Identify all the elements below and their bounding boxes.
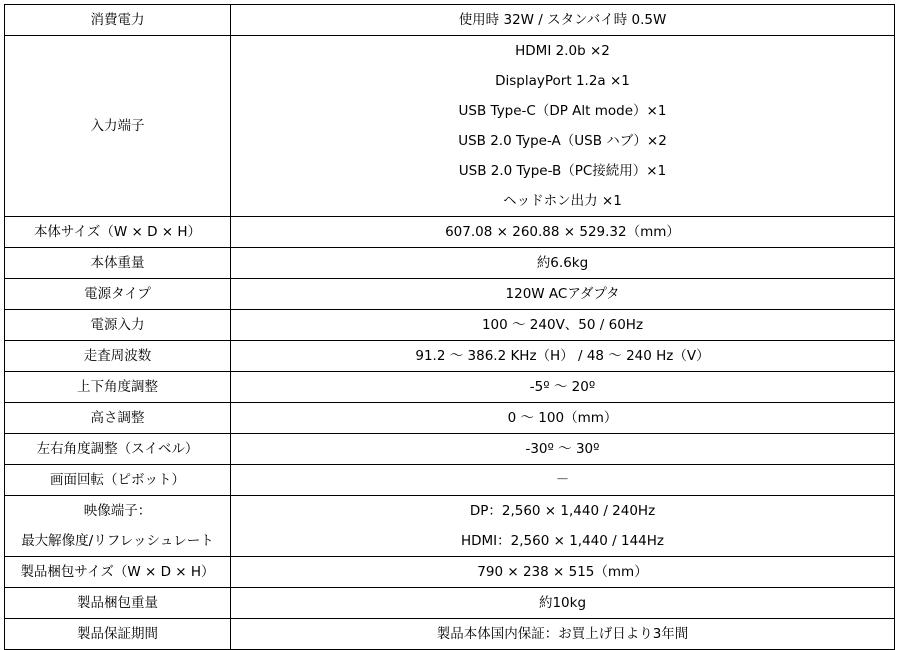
spec-value-cell (231, 465, 895, 496)
spec-value-cell (231, 588, 895, 619)
spec-value: ヘッドホン出力 ×1 (503, 193, 622, 209)
spec-label: 本体重量 (90, 255, 145, 271)
spec-value: 790 × 238 × 515（mm） (477, 564, 648, 580)
spec-value-cell (231, 341, 895, 372)
spec-row (5, 341, 895, 372)
spec-value-cell (231, 403, 895, 434)
spec-label-cell (5, 279, 231, 310)
spec-value: 607.08 × 260.88 × 529.32（mm） (445, 224, 680, 240)
spec-label-cell (5, 341, 231, 372)
spec-row (5, 5, 895, 36)
spec-row (5, 36, 895, 217)
spec-value: USB 2.0 Type-B（PC接続用）×1 (458, 163, 667, 179)
spec-value: 使用時 32W / スタンバイ時 0.5W (458, 12, 667, 28)
spec-value: 91.2 ～ 386.2 KHz（H） / 48 ～ 240 Hz（V） (415, 348, 710, 364)
spec-label-cell (5, 496, 231, 557)
spec-label: 入力端子 (90, 118, 145, 134)
spec-row (5, 465, 895, 496)
spec-value: 100 ～ 240V、50 / 60Hz (481, 317, 644, 333)
spec-value: -30º ～ 30º (525, 441, 600, 457)
spec-value: 製品本体国内保証：お買上げ日より3年間 (436, 626, 689, 642)
spec-label-cell (5, 248, 231, 279)
spec-value: -5º ～ 20º (529, 379, 596, 395)
spec-label-cell (5, 403, 231, 434)
spec-value: － (555, 472, 570, 488)
spec-row (5, 248, 895, 279)
spec-label: 製品保証期間 (77, 626, 158, 642)
spec-value-cell (231, 5, 895, 36)
spec-value-cell (231, 310, 895, 341)
spec-label-cell (5, 619, 231, 650)
spec-value: DisplayPort 1.2a ×1 (495, 73, 630, 89)
spec-label: 画面回転（ピボット） (50, 472, 185, 488)
spec-table (4, 4, 895, 650)
spec-row (5, 496, 895, 557)
spec-value-cell (231, 217, 895, 248)
spec-label: 本体サイズ（W × D × H） (33, 224, 202, 240)
spec-value-cell (231, 279, 895, 310)
spec-value: 0 ～ 100（mm） (507, 410, 618, 426)
spec-value-cell (231, 36, 895, 217)
spec-label-cell (5, 5, 231, 36)
spec-label: 製品梱包サイズ（W × D × H） (20, 564, 215, 580)
spec-label: 電源タイプ (84, 286, 151, 302)
spec-row (5, 310, 895, 341)
spec-label: 製品梱包重量 (77, 595, 158, 611)
spec-row (5, 588, 895, 619)
spec-label-cell (5, 557, 231, 588)
spec-row (5, 279, 895, 310)
spec-label: 上下角度調整 (77, 379, 158, 395)
spec-row (5, 372, 895, 403)
spec-value: DP：2,560 × 1,440 / 240Hz (469, 503, 656, 519)
spec-label-cell (5, 310, 231, 341)
spec-value-cell (231, 619, 895, 650)
spec-value: USB 2.0 Type-A（USB ハブ）×2 (458, 133, 667, 149)
spec-value: 約6.6kg (536, 255, 589, 271)
spec-value-cell (231, 557, 895, 588)
spec-label-cell (5, 36, 231, 217)
spec-row (5, 217, 895, 248)
spec-row (5, 557, 895, 588)
spec-label: 走査周波数 (83, 348, 152, 364)
spec-label: 映像端子： (83, 503, 152, 519)
spec-label: 電源入力 (90, 317, 145, 333)
spec-row (5, 619, 895, 650)
spec-value: HDMI：2,560 × 1,440 / 144Hz (460, 533, 664, 549)
spec-label-cell (5, 217, 231, 248)
spec-label: 消費電力 (90, 12, 145, 28)
spec-value-cell (231, 496, 895, 557)
spec-value: 約10kg (538, 595, 587, 611)
spec-value-cell (231, 372, 895, 403)
spec-value-cell (231, 434, 895, 465)
spec-label-cell (5, 372, 231, 403)
spec-label-cell (5, 465, 231, 496)
spec-table-body (5, 5, 895, 650)
spec-label-cell (5, 588, 231, 619)
spec-row (5, 434, 895, 465)
spec-value: USB Type-C（DP Alt mode）×1 (458, 103, 667, 119)
spec-label: 高さ調整 (90, 410, 145, 426)
spec-label-cell (5, 434, 231, 465)
spec-label: 左右角度調整（スイベル） (36, 441, 199, 457)
spec-label: 最大解像度/リフレッシュレート (21, 533, 214, 549)
spec-row (5, 403, 895, 434)
spec-value: 120W ACアダプタ (505, 286, 620, 302)
spec-value-cell (231, 248, 895, 279)
spec-value: HDMI 2.0b ×2 (515, 43, 610, 59)
